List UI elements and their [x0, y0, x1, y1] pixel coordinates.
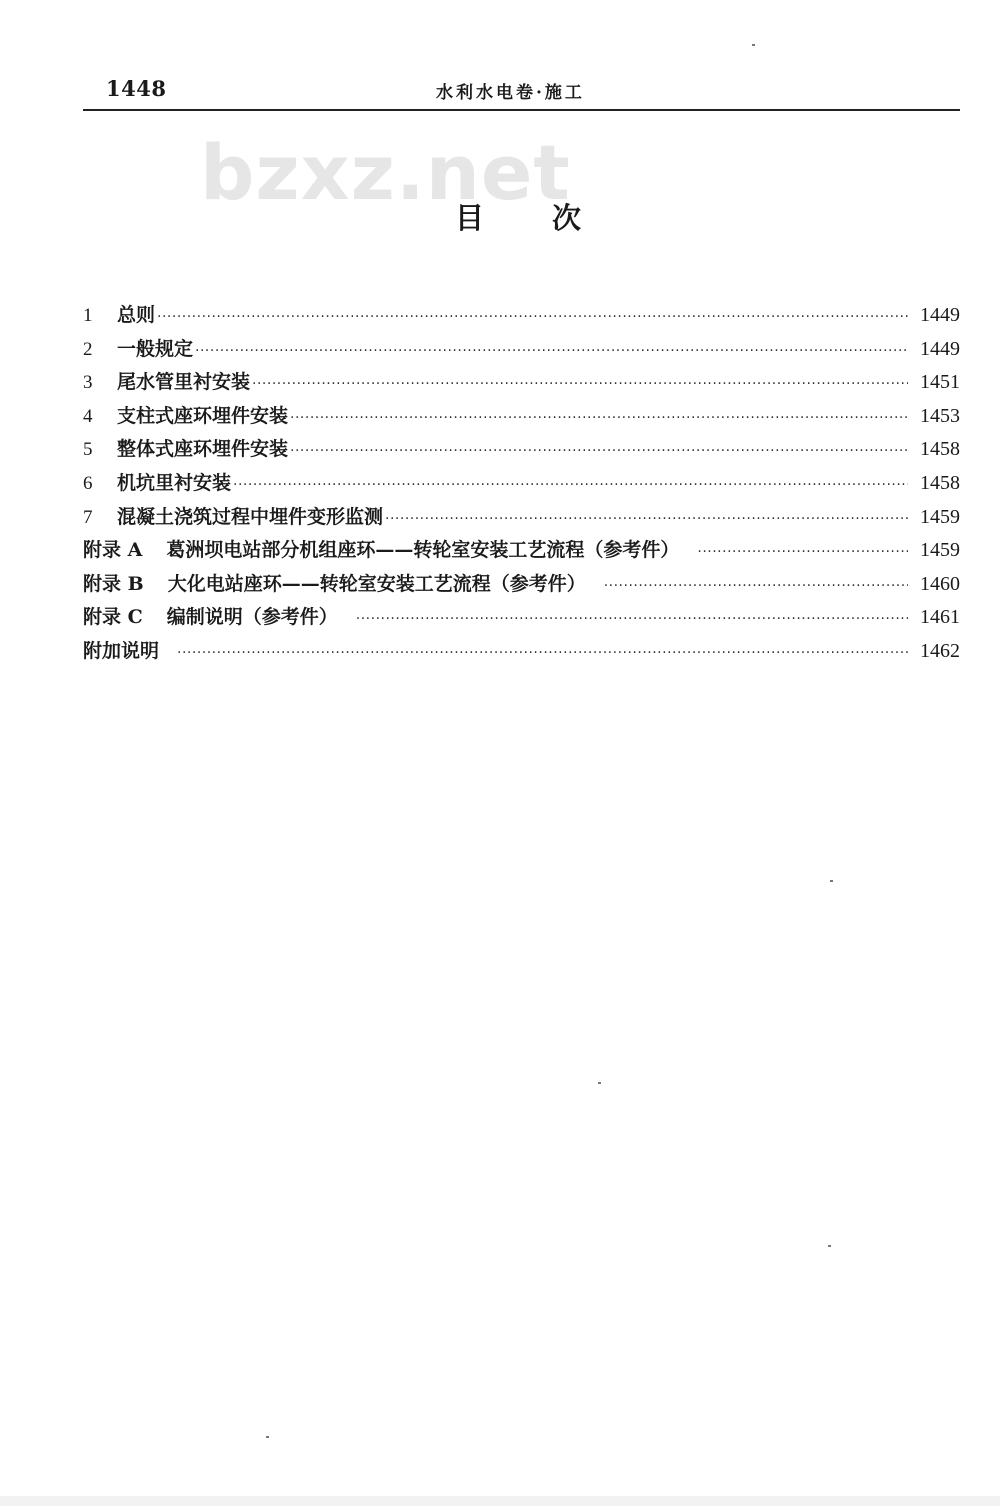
toc-leader-dots — [177, 645, 908, 661]
toc-entry-page: 1449 — [920, 304, 960, 326]
toc-entry-title: 一般规定 — [117, 337, 194, 360]
toc-leader-dots — [697, 544, 908, 560]
scan-speck — [830, 880, 833, 882]
toc-entry-number: 4 — [83, 405, 93, 427]
toc-entry-page: 1458 — [920, 438, 960, 461]
toc-entry-prefix: 附录 C — [83, 606, 143, 629]
toc-leader-dots — [385, 511, 908, 527]
toc-leader-dots — [157, 309, 908, 325]
toc-entry-page: 1449 — [920, 337, 960, 360]
toc-entry-page: 1459 — [920, 539, 960, 562]
toc-entry-6[interactable] — [83, 468, 960, 502]
toc-entry-number: 1 — [83, 305, 93, 326]
toc-entry-title: 尾水管里衬安装 — [117, 371, 251, 394]
toc-entry-title: 大化电站座环——转轮室安装工艺流程（参考件） — [167, 572, 586, 595]
toc-entry-page: 1459 — [920, 505, 960, 528]
scan-edge — [0, 1496, 1000, 1506]
toc-entry-page: 1462 — [920, 639, 960, 662]
toc-entry-3[interactable] — [83, 367, 960, 401]
page-number: 1448 — [106, 76, 167, 101]
toc-leader-dots — [290, 410, 908, 426]
toc-entry-title: 葛洲坝电站部分机组座环——转轮室安装工艺流程（参考件） — [166, 539, 680, 562]
watermark: bzxz.net — [200, 128, 571, 217]
toc-entry-title: 混凝土浇筑过程中埋件变形监测 — [117, 505, 384, 528]
toc-leader-dots — [604, 578, 908, 594]
toc-entry-7[interactable] — [83, 502, 960, 536]
toc-entry-appendix-c[interactable] — [83, 602, 960, 636]
toc-entry-number: 6 — [83, 472, 93, 494]
toc-entry-number: 2 — [83, 338, 93, 360]
toc-leader-dots — [195, 343, 908, 359]
header-rule — [83, 109, 960, 111]
toc-leader-dots — [356, 611, 908, 627]
scan-speck — [266, 1436, 269, 1438]
toc-entry-title: 编制说明（参考件） — [166, 606, 338, 629]
toc-leader-dots — [290, 443, 908, 459]
toc-entry-title: 整体式座环埋件安装 — [117, 438, 289, 461]
scan-speck — [828, 1245, 831, 1247]
toc-entry-page: 1461 — [920, 606, 960, 629]
table-of-contents — [83, 300, 960, 670]
running-header: 水利水电卷·施工 — [436, 83, 585, 103]
toc-entry-2[interactable] — [83, 334, 960, 368]
toc-entry-page: 1453 — [920, 404, 960, 427]
toc-leader-dots — [233, 477, 908, 493]
toc-entry-page: 1460 — [920, 572, 960, 595]
toc-entry-prefix: 附录 A — [83, 539, 143, 562]
toc-entry-number: 7 — [83, 506, 93, 528]
toc-entry-4[interactable] — [83, 401, 960, 435]
toc-entry-page: 1451 — [920, 371, 960, 394]
toc-entry-title: 附加说明 — [83, 639, 160, 662]
toc-entry-5[interactable] — [83, 434, 960, 468]
toc-entry-number: 5 — [83, 439, 93, 461]
toc-entry-additional-notes[interactable] — [83, 636, 960, 670]
toc-entry-title: 机坑里衬安装 — [117, 471, 232, 494]
toc-entry-title: 支柱式座环埋件安装 — [117, 404, 289, 427]
toc-leader-dots — [252, 376, 908, 392]
toc-entry-page: 1458 — [920, 471, 960, 494]
toc-entry-prefix: 附录 B — [83, 572, 144, 595]
scan-speck — [752, 44, 755, 46]
toc-entry-appendix-b[interactable] — [83, 569, 960, 603]
toc-title: 目次 — [455, 201, 650, 235]
toc-entry-appendix-a[interactable] — [83, 535, 960, 569]
toc-entry-number: 3 — [83, 372, 93, 394]
scan-speck — [598, 1082, 601, 1084]
toc-entry-1[interactable] — [83, 300, 960, 334]
toc-entry-title: 总则 — [117, 304, 156, 326]
